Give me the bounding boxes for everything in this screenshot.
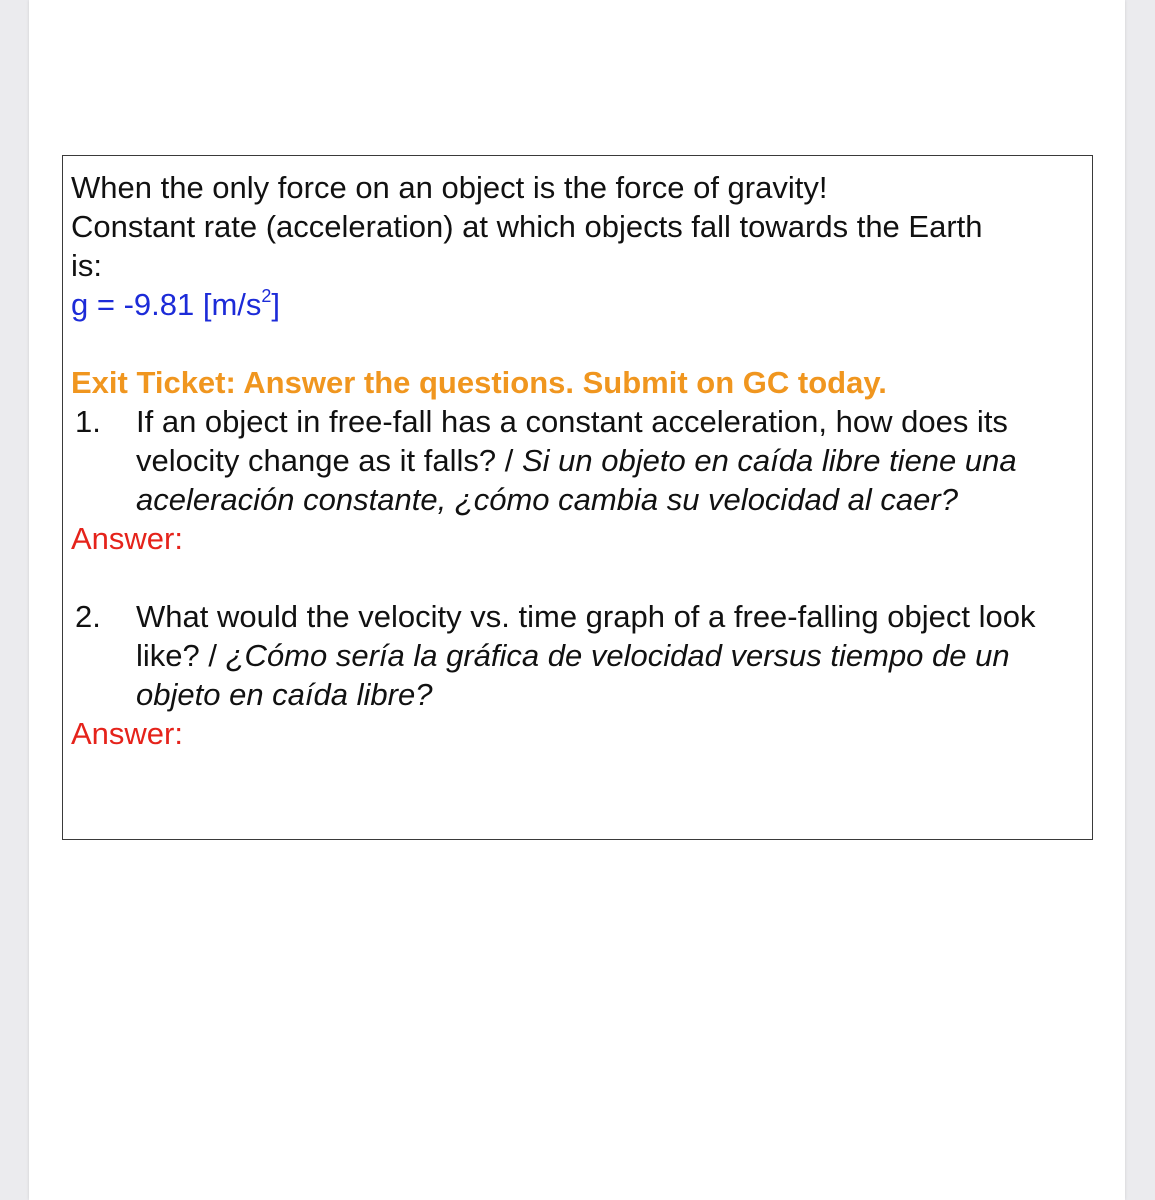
spacer	[71, 558, 1092, 597]
question-2	[71, 597, 1092, 714]
question-1	[71, 402, 1092, 519]
question-english: What would the velocity vs. time graph of a free-falling object look like? /	[136, 599, 1036, 673]
answer-label-2: Answer:	[71, 716, 183, 751]
formula-main: g = -9.81 [m/s	[71, 287, 262, 322]
question-english: If an object in free-fall has a constant acceleration, how does its velocity change as it falls? /	[136, 404, 1008, 478]
intro-line-2: Constant rate (acceleration) at which objects fall towards the Earth	[71, 209, 983, 244]
formula-exponent: 2	[261, 285, 272, 306]
answer-label-1: Answer:	[71, 521, 183, 556]
question-number: 1.	[75, 404, 101, 439]
formula-end: ]	[271, 287, 281, 322]
gravity-formula	[71, 285, 1092, 324]
question-number: 2.	[75, 599, 101, 634]
intro-line-3: is:	[71, 248, 102, 283]
exit-ticket-heading: Exit Ticket: Answer the questions. Submit on GC today.	[71, 365, 887, 400]
content-box	[62, 155, 1093, 840]
spacer	[71, 324, 1092, 363]
question-spanish: Si un objeto en caída libre tiene una aceleración constante, ¿cómo cambia su velocidad al caer?	[136, 443, 1017, 517]
question-spanish: ¿Cómo sería la gráfica de velocidad versus tiempo de un objeto en caída libre?	[136, 638, 1010, 712]
intro-line-1: When the only force on an object is the force of gravity!	[71, 170, 828, 205]
